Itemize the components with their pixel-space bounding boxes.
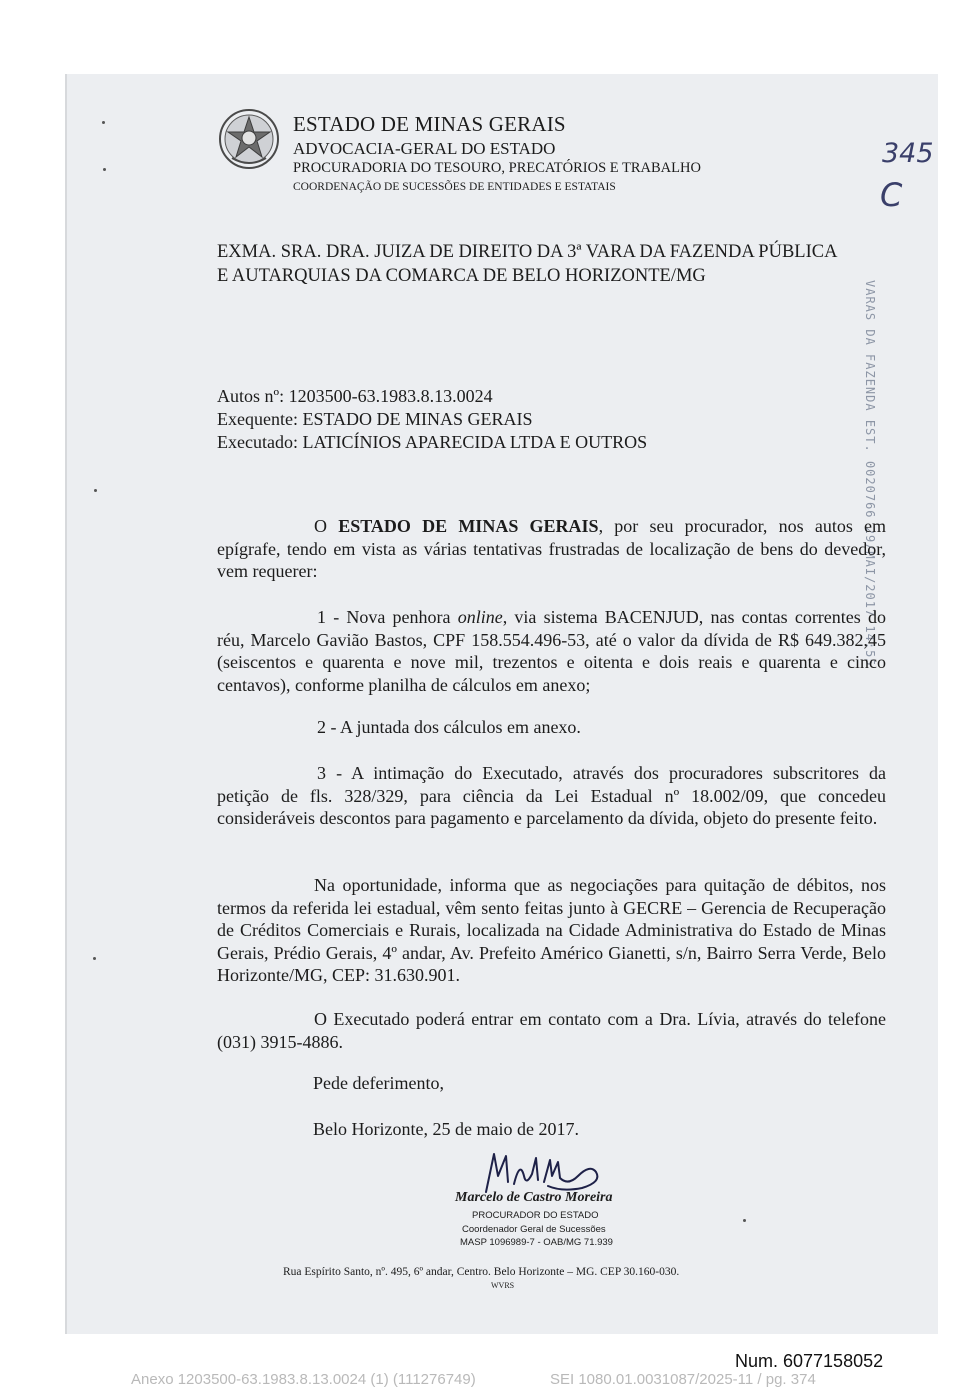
paragraph-text: Na oportunidade, informa que as negociações para quitação de débitos, nos termos da referida lei estadual, vêm sento feitas junto à GECRE – Gerencia de Recuperação de Créditos Comerciais e Rurais, localizada na Cidade Administrativa do Estado de Minas Gerais, Prédio Gerais, 4º andar, Av. Prefeito Américo Gianetti, s/n, Bairro Serra Verde, Belo Horizonte/MG, CEP: 31.630.901. <box>217 875 886 985</box>
letterhead-department: PROCURADORIA DO TESOURO, PRECATÓRIOS E TRABALHO <box>293 160 701 176</box>
case-number: Autos nº: 1203500-63.1983.8.13.0024 <box>217 386 493 406</box>
addressee-line: EXMA. SRA. DRA. JUIZA DE DIREITO DA 3ª VARA DA FAZENDA PÚBLICA <box>217 242 838 262</box>
addressee-line: E AUTARQUIAS DA COMARCA DE BELO HORIZONTE/MG <box>217 266 706 286</box>
paragraph-text: , por seu procurador, nos autos em epígrafe, tendo em vista as várias tentativas frustradas de localização de bens do devedor, vem requerer: <box>217 516 887 581</box>
scan-edge <box>65 74 67 1334</box>
scan-speck <box>103 168 106 171</box>
paragraph-request-2 <box>217 716 886 739</box>
coat-of-arms-seal-icon <box>218 108 280 170</box>
paragraph-bold-party: ESTADO DE MINAS GERAIS <box>338 516 599 536</box>
handwritten-page-number: 345 <box>882 138 934 169</box>
paragraph-negotiation <box>217 874 886 987</box>
paragraph-text: , via sistema BACENJUD, nas contas correntes do réu, Marcelo Gavião Bastos, CPF 158.554.496-53, até o valor da dívida de R$ 649.382,45 (seiscentos e quarenta e nove mil, trezentos e oitenta e dois reais e quarenta e cinco centavos), conforme planilha de cálculos em anexo; <box>217 607 886 695</box>
document-number: Num. 6077158052 <box>735 1351 884 1371</box>
case-executado: Executado: LATICÍNIOS APARECIDA LTDA E OUTROS <box>217 432 648 452</box>
paragraph-italic: online <box>457 607 503 627</box>
paragraph-text: 1 - Nova penhora <box>317 607 458 627</box>
scan-speck <box>102 121 105 124</box>
scan-speck <box>743 1219 746 1222</box>
sei-reference: SEI 1080.01.0031087/2025-11 / pg. 374 <box>550 1371 816 1388</box>
case-references <box>217 385 647 454</box>
paragraph-text: 3 - A intimação do Executado, através dos procuradores subscritores da petição de fls. 328/329, para ciência da Lei Estadual nº 18.002/09, que concedeu consideráveis descontos para pagamento e parcelamento da dívida, objeto do presente feito. <box>217 763 886 828</box>
signatory-masp: MASP 1096989-7 - OAB/MG 71.939 <box>460 1237 613 1248</box>
case-exequente: Exequente: ESTADO DE MINAS GERAIS <box>217 409 533 429</box>
letterhead-coordination: COORDENAÇÃO DE SUCESSÕES DE ENTIDADES E ESTATAIS <box>293 181 616 193</box>
protocol-stamp: VARAS DA FAZENDA EST. 0020766 29/MAI/2017 14:55 <box>863 280 877 667</box>
handwritten-initial: C <box>880 176 903 214</box>
footer-initials: WVRS <box>491 1281 515 1290</box>
letterhead-agency: ADVOCACIA-GERAL DO ESTADO <box>293 139 556 158</box>
addressee <box>217 240 887 288</box>
annex-reference: Anexo 1203500-63.1983.8.13.0024 (1) (111276749) <box>131 1371 476 1388</box>
letterhead-state: ESTADO DE MINAS GERAIS <box>293 112 566 136</box>
signatory-title: PROCURADOR DO ESTADO <box>472 1210 599 1221</box>
signatory-name: Marcelo de Castro Moreira <box>455 1190 613 1205</box>
paragraph-text: O <box>314 516 339 536</box>
place-date: Belo Horizonte, 25 de maio de 2017. <box>313 1119 579 1139</box>
paragraph-request-1 <box>217 606 886 696</box>
paragraph-contact <box>217 1008 886 1053</box>
paragraph-request-3 <box>217 762 886 830</box>
paragraph-text: 2 - A juntada dos cálculos em anexo. <box>317 717 581 737</box>
closing-request: Pede deferimento, <box>313 1073 444 1093</box>
scan-speck <box>94 489 97 492</box>
footer-address: Rua Espírito Santo, nº. 495, 6º andar, Centro. Belo Horizonte – MG. CEP 30.160-030. <box>283 1266 680 1278</box>
scan-speck <box>93 957 96 960</box>
paragraph-intro <box>217 515 886 583</box>
paragraph-text: O Executado poderá entrar em contato com a Dra. Lívia, através do telefone (031) 3915-4886. <box>217 1009 886 1052</box>
signatory-role: Coordenador Geral de Sucessões <box>462 1224 606 1235</box>
